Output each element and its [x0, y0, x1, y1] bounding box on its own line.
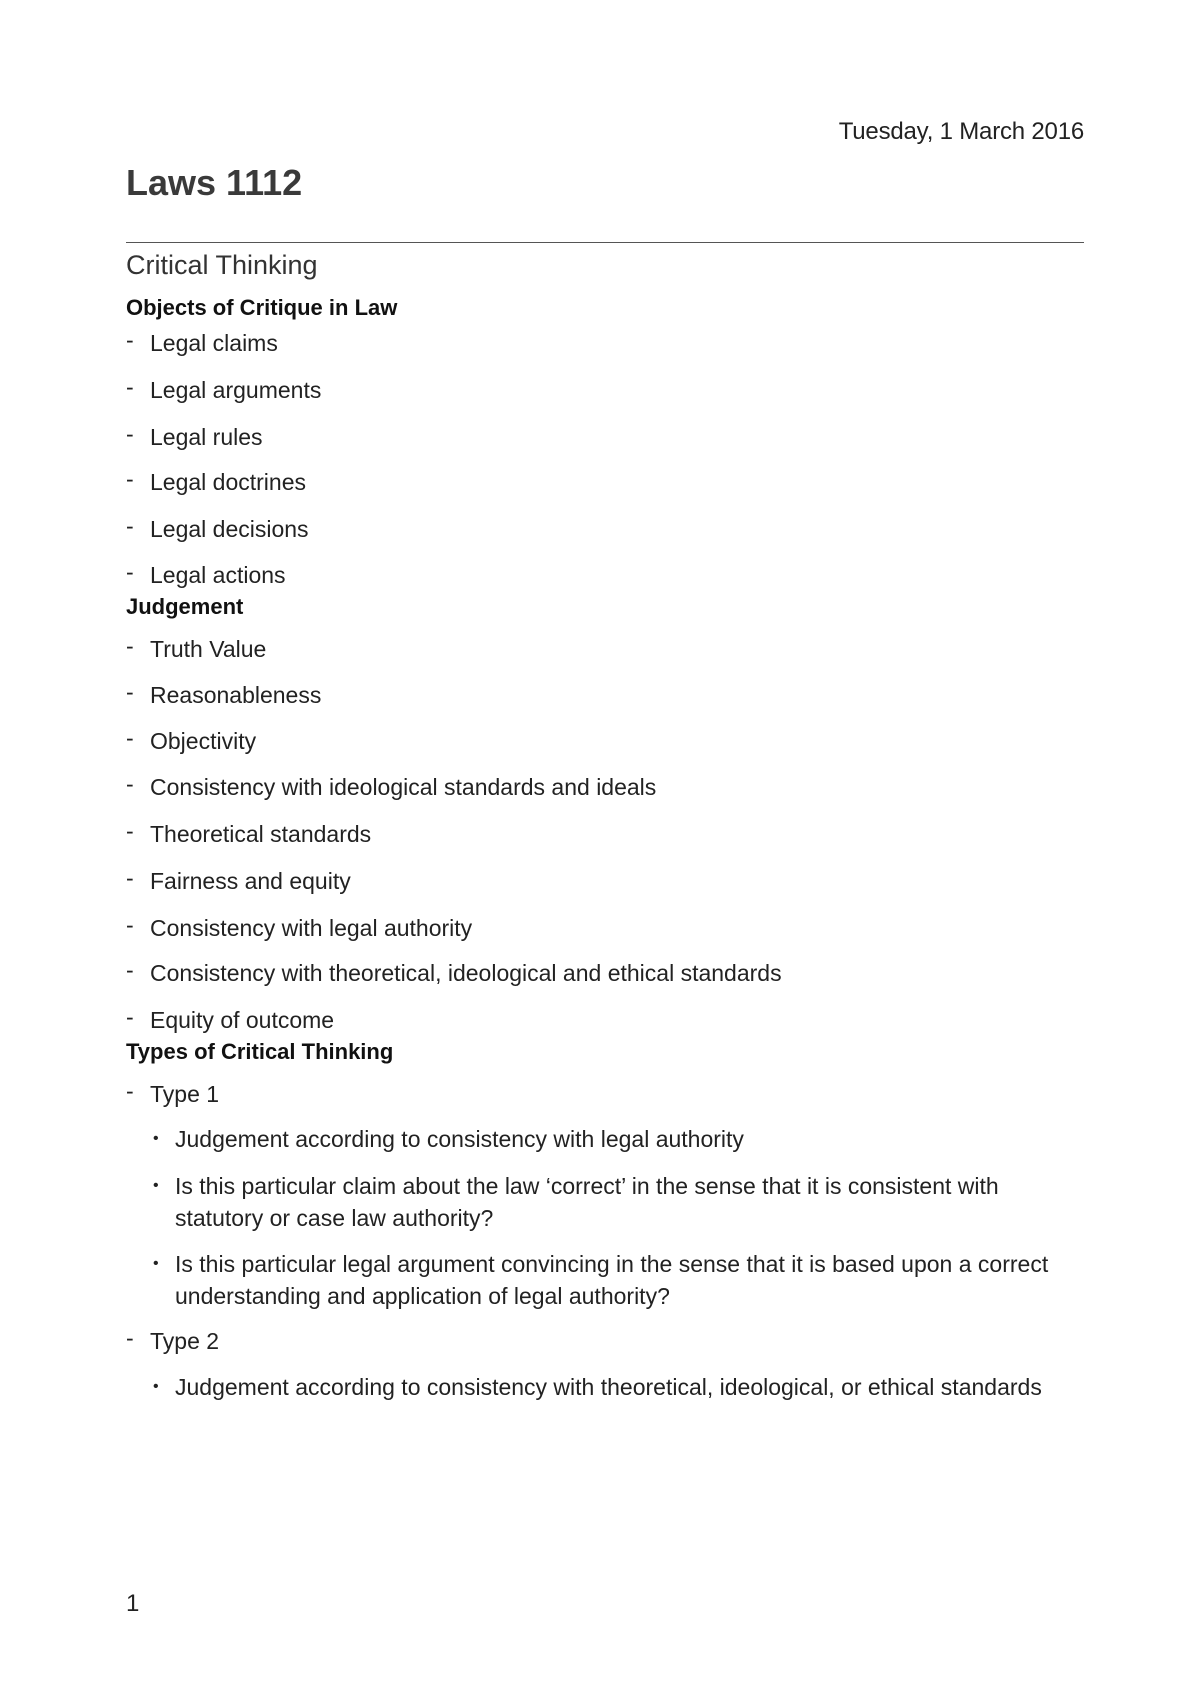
bullet-marker: •: [153, 1378, 159, 1395]
types-list-2: [126, 1326, 1084, 1356]
bullet-marker: •: [153, 1255, 159, 1272]
dash-marker: -: [126, 513, 134, 539]
judgement-heading: Judgement: [126, 594, 244, 619]
bullet-item: • Is this particular legal argument convincing in the sense that it is based upon a correct understanding and application of legal authority?: [126, 1248, 1084, 1312]
bullet-marker: •: [153, 1177, 159, 1194]
dash-marker: -: [126, 771, 134, 797]
list-item: - Fairness and equity: [126, 865, 351, 894]
dash-marker: -: [126, 421, 134, 447]
dash-marker: -: [126, 957, 134, 983]
bullet-marker: •: [153, 1130, 159, 1147]
dash-marker: -: [126, 912, 134, 938]
dash-marker: -: [126, 818, 134, 844]
bullet-item: • Judgement according to consistency with legal authority: [126, 1123, 1084, 1155]
list-item: - Objectivity: [126, 725, 257, 754]
list-item: - Reasonableness: [126, 679, 322, 708]
list-item: - Consistency with ideological standards and ideals: [126, 771, 657, 800]
document-title: Laws 1112: [126, 162, 303, 203]
type-1-item: [126, 1079, 1084, 1109]
document-page: [126, 0, 1084, 1698]
dash-marker: -: [126, 559, 134, 585]
dash-marker: -: [126, 466, 134, 492]
dash-marker: -: [126, 633, 134, 659]
list-item: - Legal doctrines: [126, 466, 306, 495]
dash-marker: -: [126, 327, 134, 353]
section-title: Critical Thinking: [126, 250, 318, 280]
list-item: - Consistency with legal authority: [126, 912, 473, 941]
page-number: 1: [126, 1590, 140, 1617]
dash-marker: -: [126, 1004, 134, 1030]
list-item: - Legal decisions: [126, 513, 309, 542]
type-2-label: Type 2: [150, 1328, 220, 1354]
type-2-points: [126, 1371, 1084, 1403]
list-item: - Legal actions: [126, 559, 286, 588]
dash-marker: -: [126, 865, 134, 891]
list-item: - Legal rules: [126, 421, 263, 450]
dash-marker: -: [126, 725, 134, 751]
list-item: - Legal arguments: [126, 374, 322, 403]
type-1-points: [126, 1123, 1084, 1312]
type-1-label: Type 1: [150, 1081, 220, 1107]
judgement-list: [126, 634, 1084, 1035]
dash-marker: -: [126, 374, 134, 400]
dash-marker: -: [126, 1325, 134, 1351]
dash-marker: -: [126, 679, 134, 705]
bullet-item: • Is this particular claim about the law ‘correct’ in the sense that it is consistent with statutory or case law authority?: [126, 1170, 1084, 1234]
list-item: - Equity of outcome: [126, 1004, 335, 1033]
dash-marker: -: [126, 1078, 134, 1104]
list-item: - Truth Value: [126, 633, 267, 662]
notes-content: [126, 293, 1084, 1403]
objects-heading: Objects of Critique in Law: [126, 295, 398, 320]
bullet-item: • Judgement according to consistency with theoretical, ideological, or ethical standards: [126, 1371, 1084, 1403]
types-list: [126, 1079, 1084, 1109]
type-2-item: [126, 1326, 1084, 1356]
list-item: - Consistency with theoretical, ideological and ethical standards: [126, 957, 782, 986]
list-item: - Theoretical standards: [126, 818, 372, 847]
objects-list: [126, 328, 1084, 590]
list-item: - Legal claims: [126, 327, 278, 356]
date-header: Tuesday, 1 March 2016: [838, 118, 1084, 145]
title-divider: [126, 242, 1084, 243]
types-heading: Types of Critical Thinking: [126, 1039, 394, 1064]
